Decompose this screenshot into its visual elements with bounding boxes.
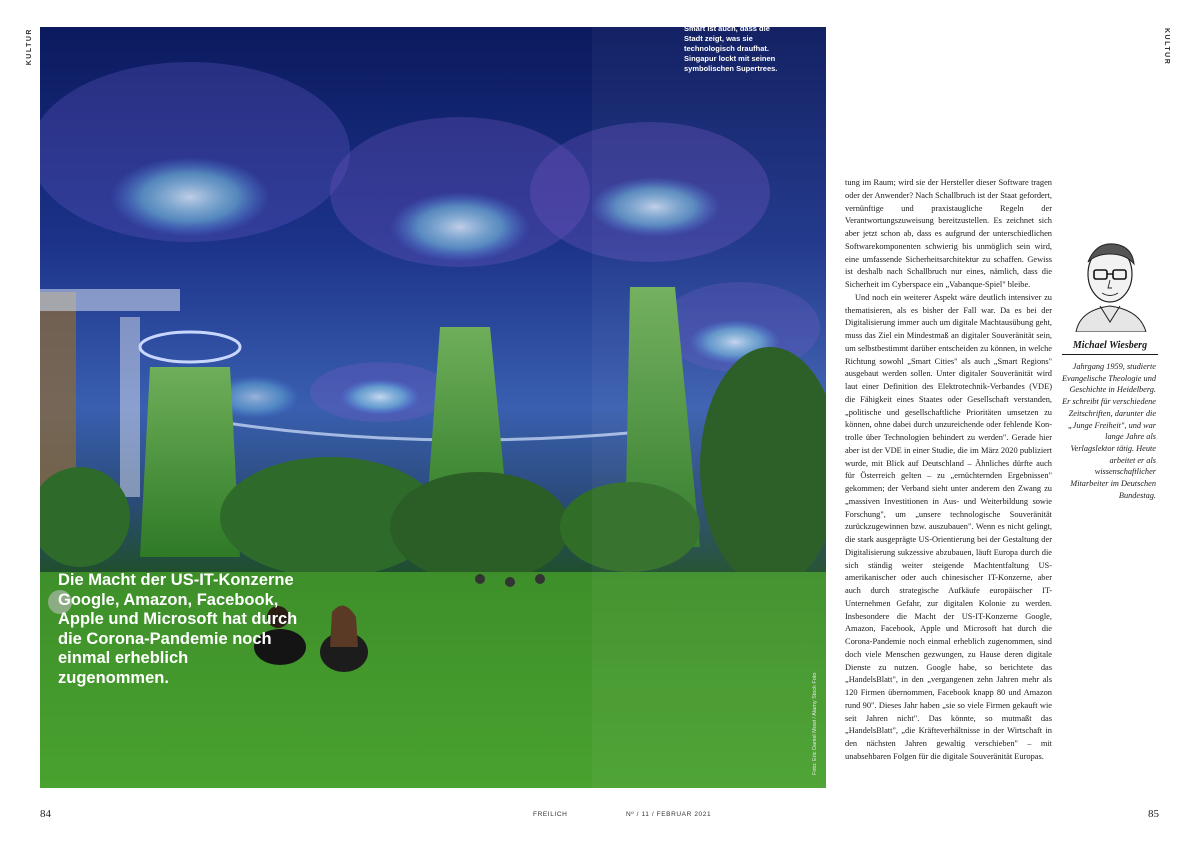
- article-paragraph: Und noch ein weiterer Aspekt wäre deutlich intensiver zu thematisieren, als es bisher der Fall war. Da es bei der Digitalisierung immer auch um digitale Machtausübung geht, muss das Ziel ein Mindestmaß an digitaler Souveränität sein, um selbstbestimmt darüber entscheiden zu können, in welche Richtung sowohl „Smart Cities" als auch „Smart Regions" ausgebaut werden sollen. Unter digitaler Souveränität wird laut einer Definition des Elektrotechnik-Verbandes (VDE) die Fähigkeit eines Staates oder Gesellschaft verstanden, „politische und gesellschaftliche Prioritäten umsetzen zu können, ohne dabei durch unzureichende oder fehlende Kon-trolle über Technologien behindert zu werden". Gerade hier aber ist der VDE in einer Studie, die im März 2020 publiziert wurde, mit Blick auf Deutschland – Ähnliches dürfte auch für Österreich gelten – zu „ernüchternden Ergebnissen" gekommen; der Verband sieht unter anderem den Zwang zu „massiven Investitionen in Aus- und Weiterbildung sowie Forschung", um „unsere technologische Souveränität zurückzugewinnen bzw. auszubauen". Wenn es nicht gelingt, die stark ausgeprägte US-Orientierung bei der Gestaltung der Digitalisierung sukzessive abzubauen, läuft Europa durch die sich ständig weiter steigende Machtentfaltung US-amerikanischer oder auch chinesischer IT-Konzerne, aber auch durch strategische Aufkäufe europäischer IT-Unternehmen Gefahr, zur digitalen Kolonie zu werden. Insbesondere die Macht der US-IT-Konzerne Google, Amazon, Facebook, Apple und Microsoft hat durch die Corona-Pandemie noch einmal erheblich zugenommen, sind doch viele Menschen gezwungen, zu Hause deren digitale Dienste zu nutzen. Google habe, so berichtete das „HandelsBlatt", in den „vergangenen zehn Jahren mehr als 120 Firmen übernommen, Facebook knapp 80 und Amazon rund 90". Dieses Jahr haben „sie so viele Firmen gekauft wie seit Jahren nicht". Das könnte, so mutmaßt das „HandelsBlatt", „die Kräfteverhältnisse in der Wirtschaft in den nächsten Jahren gewaltig verschieben" – mit unabsehbaren Folgen für die digitale Souveränität Europas.: [845, 292, 1052, 761]
- author-portrait-drawing: [1066, 232, 1154, 332]
- magazine-name: FREILICH: [533, 811, 568, 818]
- pull-quote-headline: Die Macht der US-IT-Konzerne Google, Amazon, Facebook, Apple und Microsoft hat durch die Corona-Pandemie noch einmal erheblich zugenommen.: [58, 571, 298, 687]
- photo-caption: Smart ist auch, dass die Stadt zeigt, was sie technologisch draufhat. Singapur lockt mit seinen symbolischen Supertrees.: [684, 24, 778, 73]
- section-label-right: KULTUR: [1163, 28, 1170, 66]
- author-name: Michael Wiesberg: [1062, 340, 1158, 355]
- page-number-left: 84: [40, 808, 51, 820]
- article-paragraph: tung im Raum; wird sie der Hersteller dieser Software tragen oder der Anwender? Nach Schallbruch ist der Staat gefordert, vernünftige und praxistaugliche Regeln der Verantwortungszuweisung bereitzustellen. Es zeichnet sich aber jetzt schon ab, dass es aufgrund der unterschiedlichen Softwarekomponenten schwierig bis unmöglich sein wird, eine umfassende Sicherheitsarchitektur zu schaffen. Gewiss ist deshalb nach Schallbruch nur eines, nämlich, dass die Sicherheit im Cyberspace ein „Vabanque-Spiel" bleibe.: [845, 178, 1052, 289]
- author-bio: Jahrgang 1959, studierte Evangelische Theologie und Geschichte in Heidelberg. Er schreibt für verschiedene Zeitschriften, darunter die „Junge Freiheit", und war lange Jahre als Verlagslektor tätig. Heute arbeitet er als wissenschaftlicher Mitarbeiter im Deutschen Bundestag.: [1061, 362, 1156, 500]
- article-body: [845, 177, 1052, 764]
- section-label-left: KULTUR: [26, 28, 33, 66]
- photo-credit: Foto: Eric Daniel Mowi / Alamy Stock Foto: [812, 672, 818, 775]
- issue-info: Nº / 11 / FEBRUAR 2021: [626, 811, 712, 818]
- page-number-right: 85: [1148, 808, 1159, 820]
- photo-tone-panel: [592, 27, 826, 788]
